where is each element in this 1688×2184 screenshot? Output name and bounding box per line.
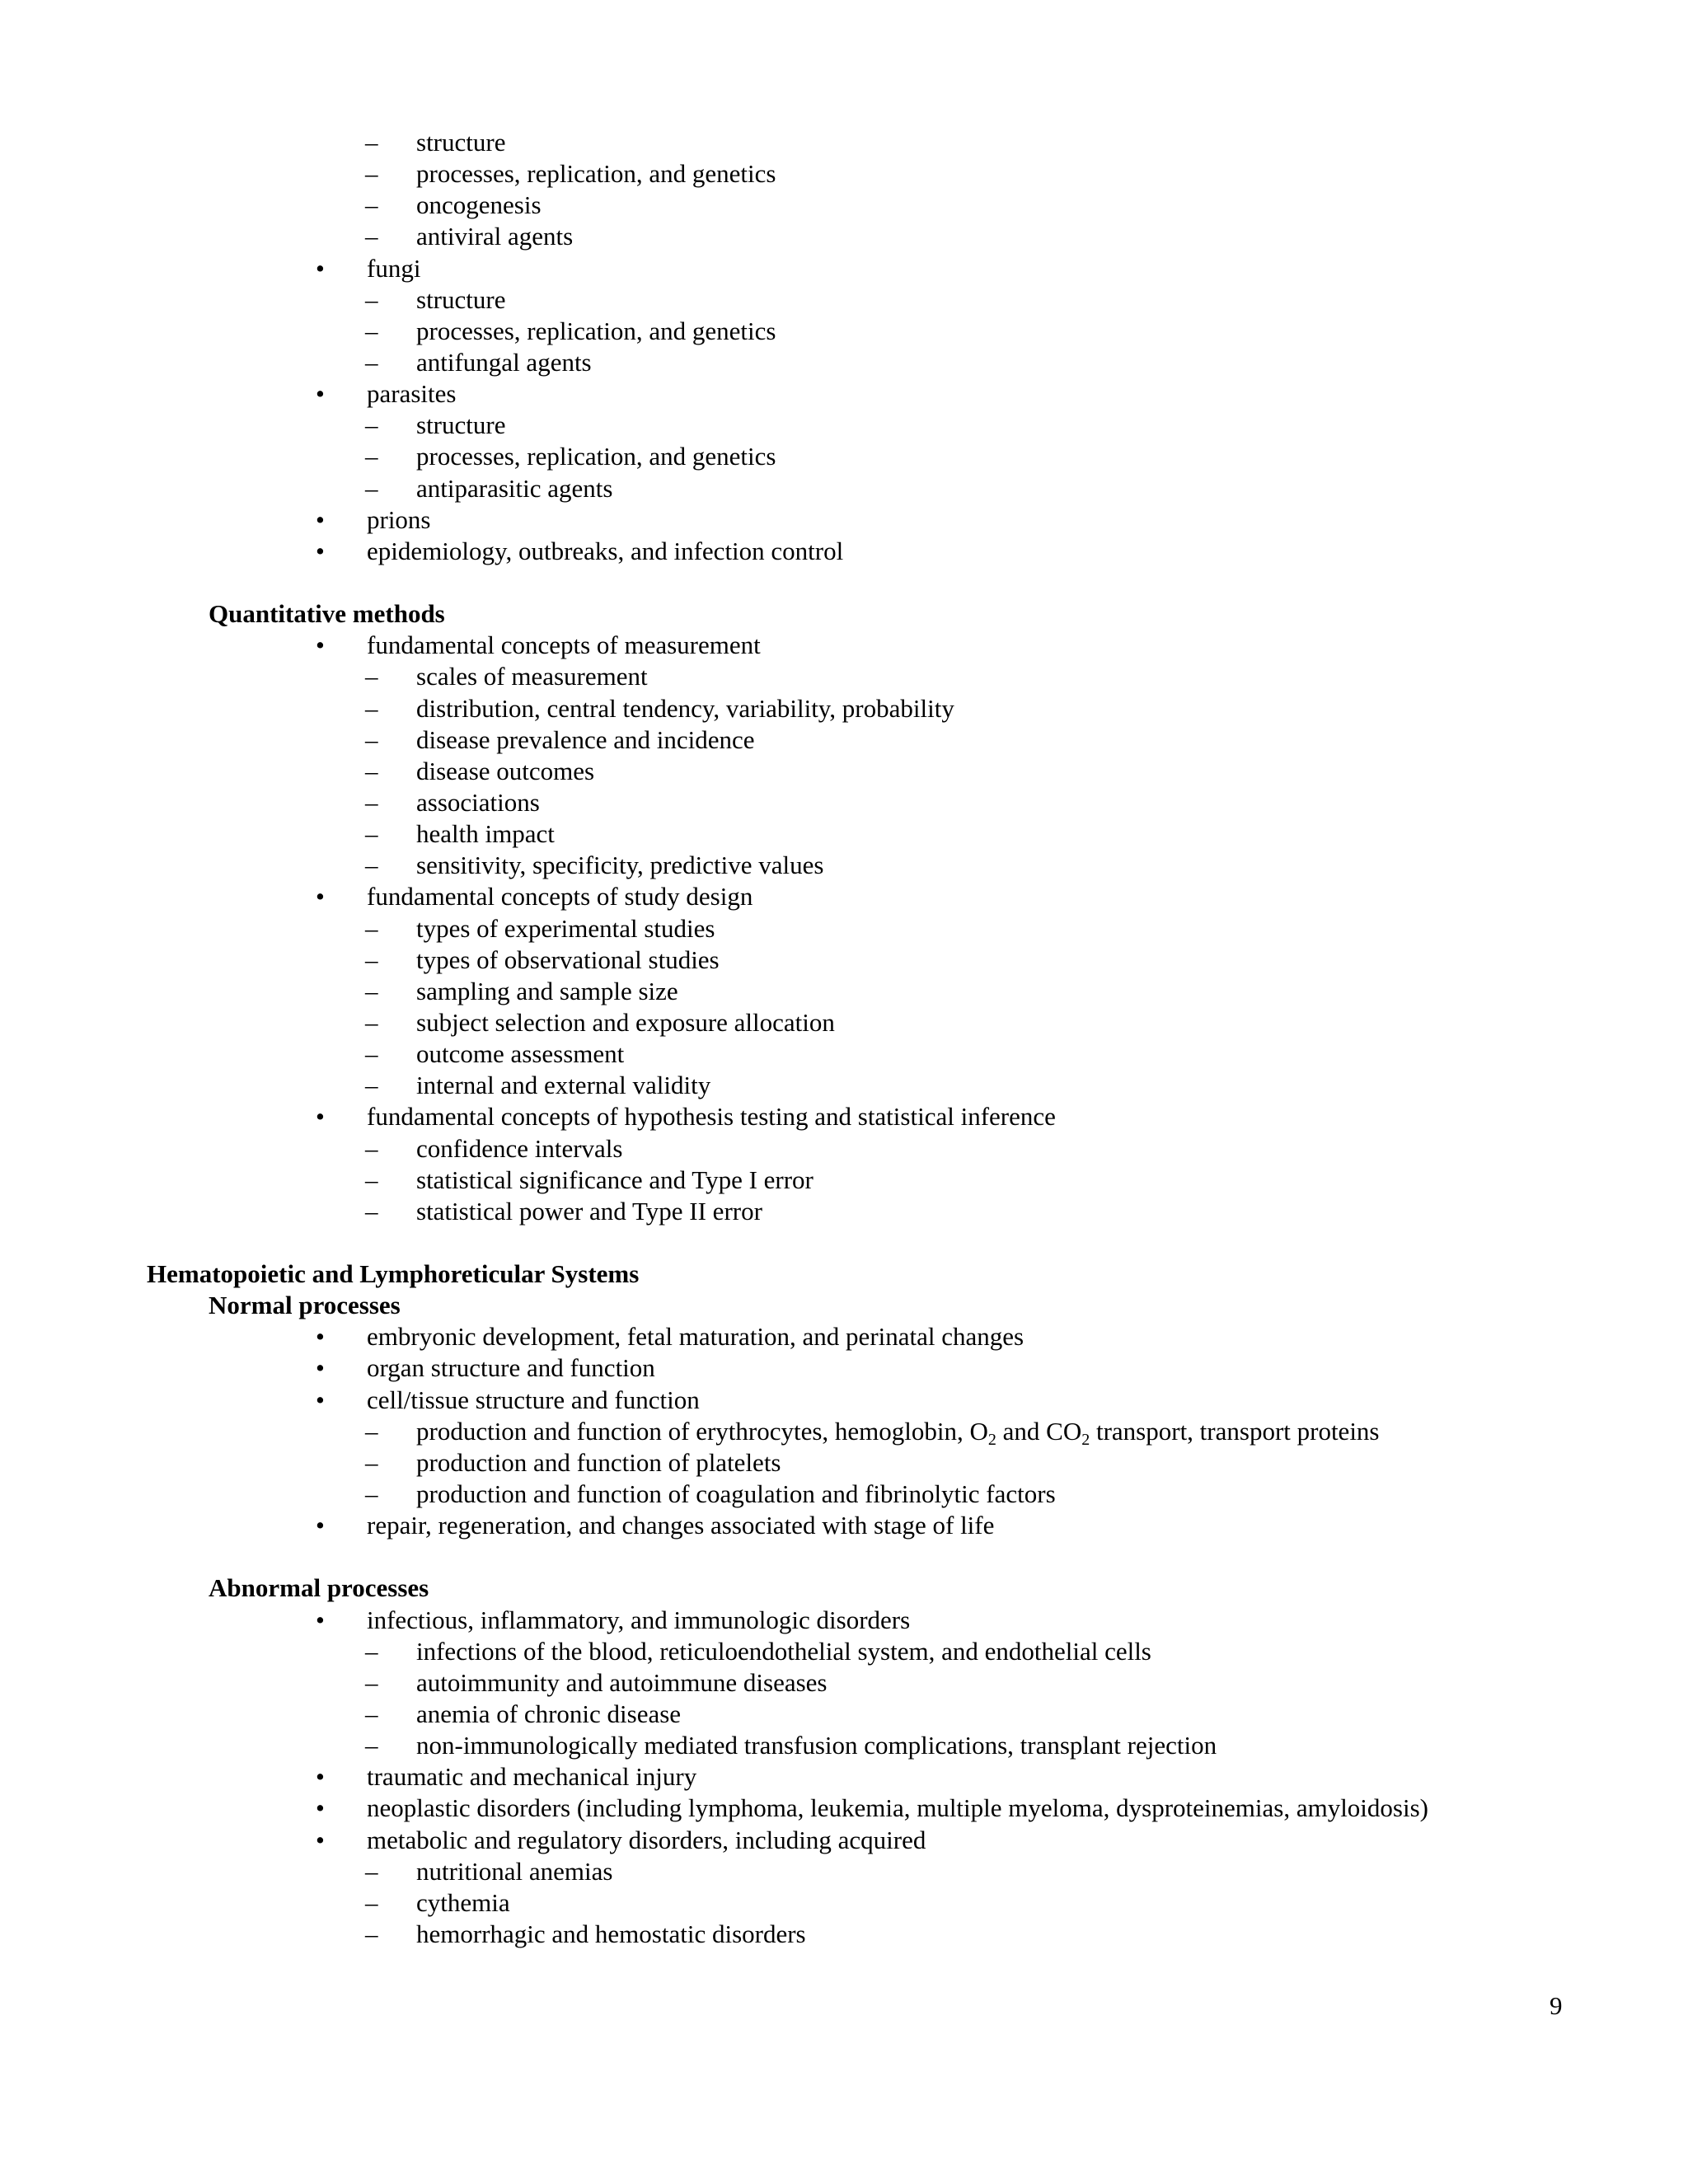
dash-marker: – [365, 159, 378, 189]
line-text: non-immunologically mediated transfusion complications, transplant rejection [416, 1731, 1217, 1760]
line-text: oncogenesis [416, 190, 542, 220]
dash-marker: – [365, 347, 378, 377]
document-body [0, 127, 1688, 1950]
dash-subitem [0, 1070, 1688, 1101]
dash-subitem [0, 441, 1688, 472]
dash-subitem [0, 1133, 1688, 1165]
bullet-marker: • [316, 1102, 325, 1132]
dash-marker: – [365, 693, 378, 723]
text-run: and CO [996, 1416, 1082, 1446]
dash-marker: – [365, 851, 378, 880]
line-text: cythemia [416, 1887, 510, 1917]
line-text: distribution, central tendency, variability, probability [416, 693, 954, 723]
bullet-item [0, 1321, 1688, 1352]
line-text: epidemiology, outbreaks, and infection control [367, 536, 844, 565]
line-text: types of experimental studies [416, 913, 715, 943]
line-text: Normal processes [209, 1291, 401, 1320]
text-run: production and function of erythrocytes, hemoglobin, O [416, 1416, 988, 1446]
line-text: statistical significance and Type I error [416, 1165, 814, 1194]
dash-marker: – [365, 1071, 378, 1100]
line-text: nutritional anemias [416, 1856, 613, 1886]
bullet-item [0, 1385, 1688, 1416]
blank-line [0, 567, 1688, 598]
line-text: neoplastic disorders (including lymphoma, leukemia, multiple myeloma, dysproteinemias, amyloidosis) [367, 1793, 1428, 1823]
bullet-marker: • [316, 1605, 325, 1634]
line-text: Abnormal processes [209, 1573, 429, 1603]
dash-marker: – [365, 1039, 378, 1069]
bullet-item [0, 378, 1688, 410]
dash-marker: – [365, 1636, 378, 1666]
bullet-item [0, 504, 1688, 536]
line-text: structure [416, 128, 506, 157]
dash-marker: – [365, 473, 378, 503]
bullet-marker: • [316, 253, 325, 283]
page-number: 9 [1550, 1991, 1563, 2020]
dash-subitem [0, 1699, 1688, 1730]
bullet-item [0, 881, 1688, 912]
line-text: antiparasitic agents [416, 473, 613, 503]
line-text: processes, replication, and genetics [416, 442, 776, 471]
dash-subitem [0, 913, 1688, 944]
dash-marker: – [365, 1479, 378, 1509]
dash-subitem [0, 944, 1688, 976]
dash-marker: – [365, 1133, 378, 1163]
text-run: transport, transport proteins [1090, 1416, 1380, 1446]
bullet-item [0, 1793, 1688, 1824]
bullet-marker: • [316, 536, 325, 565]
dash-marker: – [365, 284, 378, 314]
line-text: internal and external validity [416, 1071, 711, 1100]
bullet-marker: • [316, 1793, 325, 1823]
bullet-marker: • [316, 504, 325, 534]
line-text: autoimmunity and autoimmune diseases [416, 1667, 828, 1697]
dash-subitem [0, 1919, 1688, 1950]
dash-subitem [0, 473, 1688, 504]
dash-marker: – [365, 1416, 378, 1446]
line-text: Quantitative methods [209, 599, 445, 629]
line-text: associations [416, 787, 540, 817]
dash-subitem [0, 1479, 1688, 1510]
dash-marker: – [365, 222, 378, 251]
line-text: production and function of coagulation and fibrinolytic factors [416, 1479, 1056, 1509]
subsection-heading [0, 598, 1688, 630]
bullet-item [0, 1825, 1688, 1856]
line-text: embryonic development, fetal maturation, and perinatal changes [367, 1322, 1025, 1352]
line-text: fundamental concepts of study design [367, 882, 753, 912]
dash-marker: – [365, 756, 378, 785]
dash-subitem [0, 1667, 1688, 1699]
line-text: structure [416, 284, 506, 314]
dash-marker: – [365, 1887, 378, 1917]
dash-marker: – [365, 787, 378, 817]
dash-subitem [0, 190, 1688, 221]
line-text: traumatic and mechanical injury [367, 1762, 697, 1792]
line-text: infectious, inflammatory, and immunologic disorders [367, 1605, 911, 1634]
line-text: processes, replication, and genetics [416, 159, 776, 189]
dash-marker: – [365, 1856, 378, 1886]
dash-subitem [0, 976, 1688, 1007]
line-text: types of observational studies [416, 944, 720, 974]
bullet-marker: • [316, 1353, 325, 1383]
line-text: repair, regeneration, and changes associated with stage of life [367, 1511, 995, 1540]
dash-subitem [0, 158, 1688, 190]
dash-subitem [0, 693, 1688, 724]
dash-marker: – [365, 1165, 378, 1194]
dash-marker: – [365, 944, 378, 974]
dash-subitem [0, 661, 1688, 692]
line-text: disease prevalence and incidence [416, 724, 755, 754]
line-text: infections of the blood, reticuloendothelial system, and endothelial cells [416, 1636, 1151, 1666]
line-text: disease outcomes [416, 756, 595, 785]
bullet-marker: • [316, 630, 325, 660]
dash-subitem [0, 1416, 1688, 1447]
blank-line [0, 1227, 1688, 1258]
bullet-item [0, 1101, 1688, 1132]
dash-marker: – [365, 1007, 378, 1037]
subsection-heading [0, 1290, 1688, 1321]
bullet-item [0, 630, 1688, 661]
dash-marker: – [365, 316, 378, 345]
line-text: prions [367, 504, 431, 534]
dash-subitem [0, 1038, 1688, 1070]
dash-subitem [0, 347, 1688, 378]
line-text: scales of measurement [416, 662, 648, 691]
bullet-marker: • [316, 1762, 325, 1792]
bullet-item [0, 1352, 1688, 1384]
dash-marker: – [365, 128, 378, 157]
dash-marker: – [365, 913, 378, 943]
bullet-item [0, 253, 1688, 284]
bullet-item [0, 1761, 1688, 1793]
dash-subitem [0, 850, 1688, 881]
subsection-heading [0, 1572, 1688, 1604]
line-text: antifungal agents [416, 347, 592, 377]
line-text: sensitivity, specificity, predictive values [416, 851, 824, 880]
line-text: Hematopoietic and Lymphoreticular Systems [147, 1259, 640, 1289]
dash-subitem [0, 1856, 1688, 1887]
line-text: metabolic and regulatory disorders, including acquired [367, 1825, 926, 1854]
dash-marker: – [365, 976, 378, 1005]
dash-subitem [0, 316, 1688, 347]
dash-marker: – [365, 819, 378, 849]
line-text [416, 1416, 1380, 1447]
dash-subitem [0, 410, 1688, 441]
dash-subitem [0, 1730, 1688, 1761]
line-text: subject selection and exposure allocation [416, 1007, 835, 1037]
dash-marker: – [365, 724, 378, 754]
line-text: outcome assessment [416, 1039, 625, 1069]
line-text: sampling and sample size [416, 976, 678, 1005]
dash-subitem [0, 818, 1688, 850]
dash-subitem [0, 1165, 1688, 1196]
dash-subitem [0, 756, 1688, 787]
line-text: confidence intervals [416, 1133, 623, 1163]
line-text: hemorrhagic and hemostatic disorders [416, 1919, 806, 1949]
section-heading [0, 1258, 1688, 1290]
dash-marker: – [365, 190, 378, 220]
dash-marker: – [365, 1667, 378, 1697]
line-text: health impact [416, 819, 555, 849]
dash-marker: – [365, 410, 378, 440]
subscript: 2 [987, 1430, 996, 1449]
line-text: statistical power and Type II error [416, 1196, 762, 1226]
dash-marker: – [365, 662, 378, 691]
bullet-marker: • [316, 379, 325, 409]
dash-marker: – [365, 1196, 378, 1226]
dash-subitem [0, 221, 1688, 252]
dash-subitem [0, 1887, 1688, 1919]
line-text: anemia of chronic disease [416, 1699, 682, 1729]
dash-subitem [0, 1447, 1688, 1479]
line-text: organ structure and function [367, 1353, 655, 1383]
line-text: cell/tissue structure and function [367, 1385, 700, 1414]
line-text: parasites [367, 379, 457, 409]
bullet-item [0, 1510, 1688, 1541]
bullet-marker: • [316, 1825, 325, 1854]
dash-marker: – [365, 1447, 378, 1477]
dash-subitem [0, 284, 1688, 316]
blank-line [0, 1541, 1688, 1572]
bullet-item [0, 1605, 1688, 1636]
bullet-marker: • [316, 1385, 325, 1414]
bullet-marker: • [316, 1322, 325, 1352]
dash-subitem [0, 1007, 1688, 1038]
dash-marker: – [365, 442, 378, 471]
dash-subitem [0, 724, 1688, 756]
line-text: fungi [367, 253, 421, 283]
line-text: fundamental concepts of hypothesis testing and statistical inference [367, 1102, 1056, 1132]
line-text: production and function of platelets [416, 1447, 781, 1477]
dash-marker: – [365, 1731, 378, 1760]
dash-subitem [0, 127, 1688, 158]
line-text: antiviral agents [416, 222, 574, 251]
bullet-marker: • [316, 1511, 325, 1540]
bullet-item [0, 536, 1688, 567]
dash-subitem [0, 1636, 1688, 1667]
dash-subitem [0, 1196, 1688, 1227]
line-text: fundamental concepts of measurement [367, 630, 761, 660]
subscript: 2 [1081, 1430, 1090, 1449]
dash-marker: – [365, 1699, 378, 1729]
bullet-marker: • [316, 882, 325, 912]
line-text: processes, replication, and genetics [416, 316, 776, 345]
line-text: structure [416, 410, 506, 440]
dash-subitem [0, 787, 1688, 818]
dash-marker: – [365, 1919, 378, 1949]
